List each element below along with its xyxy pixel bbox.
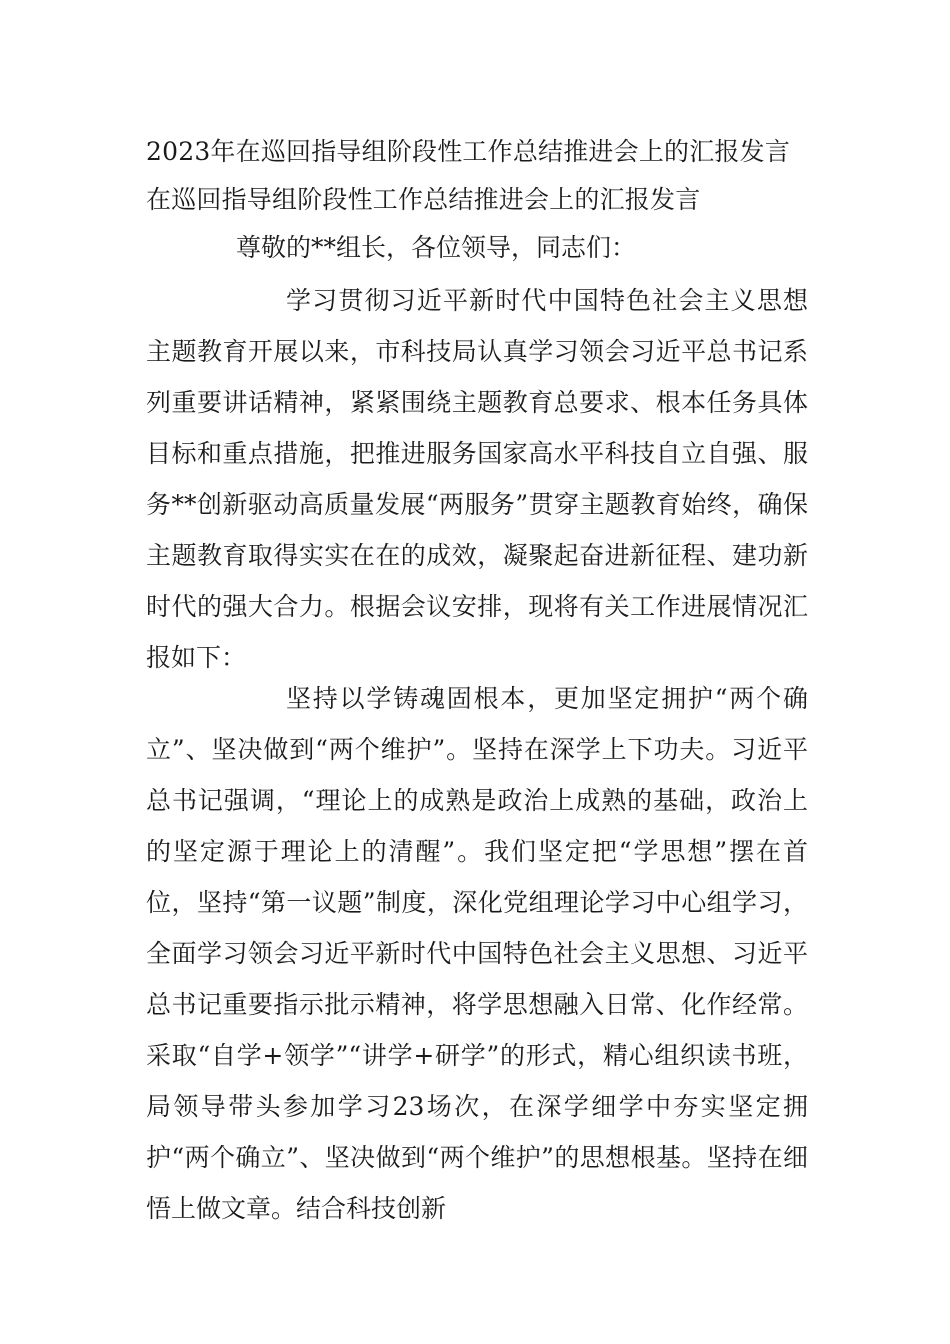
body-paragraph-2: 坚持以学铸魂固根本，更加坚定拥护“两个确立”、坚决做到“两个维护”。坚持在深学上下功夫。习近平总书记强调，“理论上的成熟是政治上成熟的基础，政治上的坚定源于理论上的清醒”。我们坚定把“学思想”摆在首位，坚持“第一议题”制度，深化党组理论学习中心组学习，全面学习领会习近平新时代中国特色社会主义思想、习近平总书记重要指示批示精神，将学思想融入日常、化作经常。采取“自学+领学”“讲学+研学”的形式，精心组织读书班，局领导带头参加学习23场次，在深学细学中夯实坚定拥护“两个确立”、坚决做到“两个维护”的思想根基。坚持在细悟上做文章。结合科技创新 [146, 684, 808, 1223]
salutation: 尊敬的**组长，各位领导，同志们： [236, 233, 637, 262]
body-paragraph-1: 学习贯彻习近平新时代中国特色社会主义思想主题教育开展以来，市科技局认真学习领会习近平总书记系列重要讲话精神，紧紧围绕主题教育总要求、根本任务具体目标和重点措施，把推进服务国家高水平科技自立自强、服务**创新驱动高质量发展“两服务”贯穿主题教育始终，确保主题教育取得实实在在的成效，凝聚起奋进新征程、建功新时代的强大合力。根据会议安排，现将有关工作进展情况汇报如下： [146, 286, 808, 672]
document-subtitle: 在巡回指导组阶段性工作总结推进会上的汇报发言 [146, 185, 701, 214]
document-title: 2023年在巡回指导组阶段性工作总结推进会上的汇报发言 [146, 137, 791, 166]
